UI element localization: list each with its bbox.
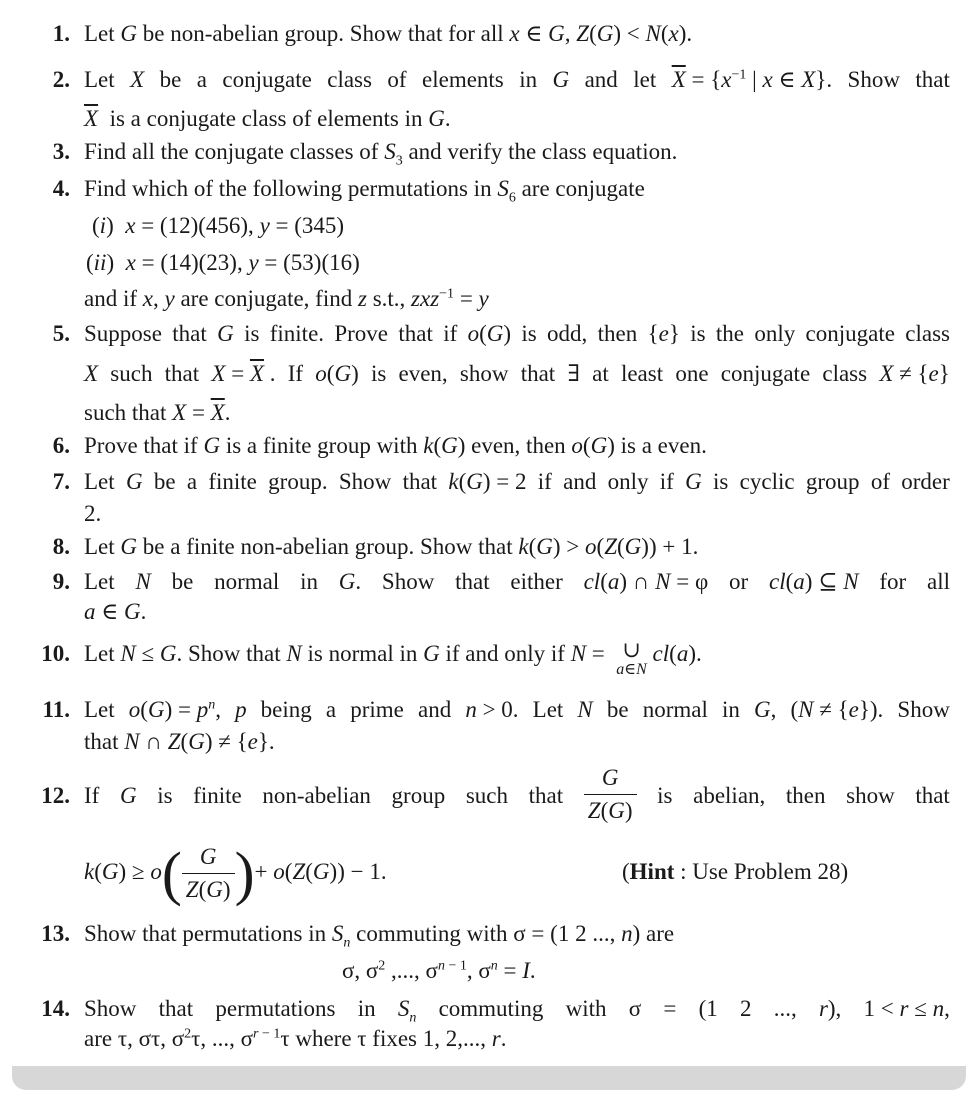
problem-11-line-1: Let $o(G) = p^n$, p being a prime and n > 0. Let N be normal in G, (N ≠ {e}). Show [84, 697, 950, 722]
problem-number: 1. [52, 21, 70, 46]
problem-12-line-1: If G is finite non-abelian group such that $\frac{G}{Z(G)}$ is abelian, then show that [84, 765, 950, 823]
problem-2-line-1: Let X be a conjugate class of elements in G and let $\overline{X} = \{x^{-1}$ | x ∈ X}. Show that [84, 67, 950, 92]
problem-7-line-1: Let G be a finite group. Show that k(G) = 2 if and only if G is cyclic group of order [84, 469, 950, 494]
hint-label: Hint [629, 859, 675, 884]
problem-number: 12. [41, 783, 70, 808]
problem-2-line-2: $\overline{X}$ is a conjugate class of elements in G. [84, 106, 451, 131]
hint-text: : Use Problem 28) [674, 859, 849, 884]
problem-9-line-2: a ∈ G. [84, 599, 147, 624]
problem-1-text: Let G be non-abelian group. Show that for all x ∈ G, Z(G) < N(x). [84, 21, 693, 46]
problem-12-formula: k(G) ≥ o( $\frac{G}{Z(G)}$ )+ o(Z(G)) − 1. [84, 840, 387, 907]
problem-14-line-1: Show that permutations in $S_n$ commuting with σ = (1 2 ..., r), 1 < r ≤ n, [84, 996, 950, 1026]
problem-6-text: Prove that if G is a finite group with k(G) even, then o(G) is a even. [84, 433, 707, 458]
problem-number: 13. [41, 921, 70, 946]
problem-number: 4. [52, 176, 70, 201]
problem-9-line-1: Let N be normal in G. Show that either cl(a) ∩ N = φ or cl(a) ⊆ N for all [84, 569, 950, 594]
problem-number: 7. [52, 469, 70, 494]
problem-4-line-4: and if x, y are conjugate, find z s.t., zxz$^{-1}$ = y [84, 286, 489, 311]
problem-number: 8. [52, 534, 70, 559]
problem-10-text: Let N ≤ G. Show that N is normal in G if and only if N = ∪ a∈N cl(a). [84, 637, 702, 678]
problem-3-text: Find all the conjugate classes of $S_3$ and verify the class equation. [84, 139, 678, 169]
problem-number: 9. [52, 569, 70, 594]
problem-7-line-2: 2. [84, 501, 102, 526]
problem-4-part-ii: (ii) x = (14)(23), y = (53)(16) [86, 250, 360, 275]
problem-8-text: Let G be a finite non-abelian group. Show that k(G) > o(Z(G)) + 1. [84, 534, 699, 559]
problem-number: 10. [41, 641, 70, 666]
problem-number: 6. [52, 433, 70, 458]
problem-number: 14. [41, 996, 70, 1021]
problem-5-line-2: X such that $X = \overline{X}$ . If o(G) is even, show that ∃ at least one conjugate class X ≠ {e} [84, 361, 950, 386]
problem-14-line-2: are τ, στ, $\sigma^2\tau$, ..., $\sigma^{r - 1}\tau$ where τ fixes 1, 2,..., r. [84, 1026, 507, 1051]
problem-12-hint: (Hint : Use Problem 28) [622, 859, 849, 884]
problem-source [0, 0, 1, 1]
problem-4-part-i: (i) x = (12)(456), y = (345) [92, 213, 345, 238]
problem-5-line-3: such that $X = \overline{X}$. [84, 400, 231, 425]
problem-number: 2. [52, 67, 70, 92]
problem-13-line-2: σ, $\sigma^2$ ,..., $\sigma^{n - 1}$, $\sigma^n = I$. [342, 958, 536, 983]
problem-number: 5. [52, 321, 70, 346]
problem-number: 11. [42, 697, 70, 722]
problem-11-line-2: that N ∩ Z(G) ≠ {e}. [84, 729, 275, 754]
problem-4-line-1: Find which of the following permutations in $S_6$ are conjugate [84, 176, 645, 206]
problem-13-line-1: Show that permutations in $S_n$ commuting with σ = (1 2 ..., n) are [84, 921, 675, 951]
problem-number: 3. [52, 139, 70, 164]
problem-5-line-1: Suppose that G is finite. Prove that if o(G) is odd, then {e} is the only conjugate class [84, 321, 950, 346]
